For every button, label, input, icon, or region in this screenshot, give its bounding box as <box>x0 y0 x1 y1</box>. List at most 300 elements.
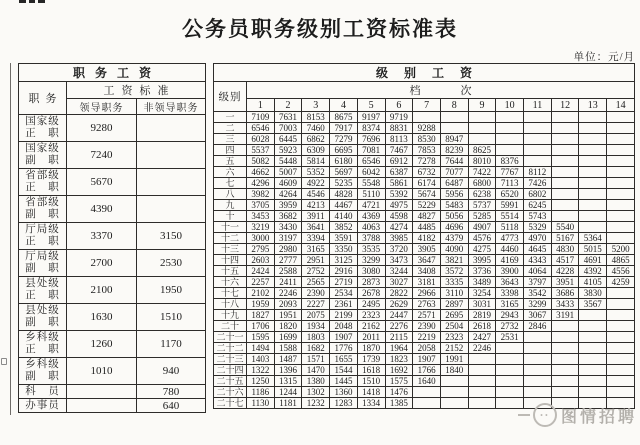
grade-salary: 8530 <box>413 134 441 145</box>
grade-salary <box>551 343 579 354</box>
table-row <box>19 250 206 277</box>
grade-salary: 5285 <box>468 211 496 222</box>
grade-salary <box>607 167 635 178</box>
grade-salary <box>607 299 635 310</box>
grade-salary: 3686 <box>551 288 579 299</box>
grade-salary: 1283 <box>330 398 358 409</box>
position-name: 国家级 副 职 <box>19 142 67 169</box>
grade-salary: 3830 <box>579 288 607 299</box>
grade-salary: 4064 <box>524 266 552 277</box>
grade-salary <box>524 134 552 145</box>
table-row <box>214 178 635 189</box>
grade-salary <box>413 387 441 398</box>
grade-salary: 2199 <box>330 310 358 321</box>
grade-salary: 3125 <box>330 255 358 266</box>
grade-salary: 8947 <box>440 134 468 145</box>
grade-salary: 4090 <box>440 244 468 255</box>
grade-salary: 7644 <box>440 156 468 167</box>
tier-number: 10 <box>496 99 524 112</box>
table-row <box>214 112 635 123</box>
table-row <box>214 255 635 266</box>
grade-salary: 2819 <box>468 310 496 321</box>
grade-salary <box>468 398 496 409</box>
grade-salary: 2897 <box>440 299 468 310</box>
watermark-dash <box>518 414 530 416</box>
leader-salary: 1630 <box>67 304 137 331</box>
table-row <box>214 332 635 343</box>
grade-salary: 4662 <box>247 167 275 178</box>
grade-salary: 3788 <box>357 233 385 244</box>
grade-salary: 8239 <box>440 145 468 156</box>
grade-salary: 1510 <box>357 376 385 387</box>
grade-label: 九 <box>214 200 247 211</box>
grade-salary: 5861 <box>385 178 413 189</box>
grade-salary: 9197 <box>357 112 385 123</box>
table-row <box>19 358 206 385</box>
table-row <box>19 385 206 399</box>
grade-salary <box>607 310 635 321</box>
table-row <box>214 134 635 145</box>
grade-salary: 1334 <box>357 398 385 409</box>
grade-salary: 6800 <box>468 178 496 189</box>
nonleader-salary <box>137 115 206 142</box>
grade-salary <box>524 343 552 354</box>
table-row <box>214 321 635 332</box>
grade-salary: 2966 <box>413 288 441 299</box>
grade-salary <box>440 387 468 398</box>
watermark-text: 图情招聘 <box>560 408 637 426</box>
grade-salary: 2571 <box>413 310 441 321</box>
grade-salary: 4546 <box>302 189 330 200</box>
grade-salary <box>524 387 552 398</box>
grade-salary: 2162 <box>357 321 385 332</box>
grade-salary <box>468 112 496 123</box>
grade-salary: 2219 <box>413 332 441 343</box>
grade-salary: 7767 <box>496 167 524 178</box>
grade-salary: 2257 <box>247 277 275 288</box>
grade-salary: 3720 <box>385 244 413 255</box>
grade-salary: 2732 <box>496 321 524 332</box>
table-row <box>214 266 635 277</box>
grade-salary: 2603 <box>247 255 275 266</box>
grade-salary: 3430 <box>274 222 302 233</box>
grade-salary: 2115 <box>385 332 413 343</box>
grade-salary: 3197 <box>274 233 302 244</box>
nonleader-column-header: 非领导职务 <box>137 99 206 115</box>
position-name: 省部级 副 职 <box>19 196 67 223</box>
grade-salary <box>496 365 524 376</box>
grade-salary: 5200 <box>607 244 635 255</box>
grade-salary: 3643 <box>496 277 524 288</box>
grade-salary: 8112 <box>524 167 552 178</box>
grade-salary: 1186 <box>247 387 275 398</box>
grade-label: 一 <box>214 112 247 123</box>
grade-salary: 1870 <box>357 343 385 354</box>
grade-salary: 1418 <box>357 387 385 398</box>
grade-salary: 2276 <box>385 321 413 332</box>
grade-salary: 5110 <box>357 189 385 200</box>
grade-salary: 3350 <box>330 244 358 255</box>
grade-salary: 3951 <box>551 277 579 288</box>
grade-salary <box>607 200 635 211</box>
grade-salary <box>551 387 579 398</box>
grade-salary: 3911 <box>302 211 330 222</box>
grade-salary: 6520 <box>496 189 524 200</box>
grade-salary <box>496 354 524 365</box>
grade-salary: 6028 <box>247 134 275 145</box>
grade-salary <box>551 145 579 156</box>
grade-salary: 7422 <box>468 167 496 178</box>
grade-salary <box>551 112 579 123</box>
table-row <box>19 142 206 169</box>
nonleader-salary <box>137 142 206 169</box>
grade-salary: 2075 <box>302 310 330 321</box>
nonleader-salary: 3150 <box>137 223 206 250</box>
grade-salary: 2246 <box>468 343 496 354</box>
grade-salary: 3982 <box>247 189 275 200</box>
table-row <box>214 244 635 255</box>
grade-salary: 1934 <box>302 321 330 332</box>
nonleader-salary: 1170 <box>137 331 206 358</box>
grade-salary: 2152 <box>440 343 468 354</box>
grade-salary: 5118 <box>496 222 524 233</box>
grade-salary: 4182 <box>413 233 441 244</box>
grade-salary: 2822 <box>385 288 413 299</box>
grade-salary: 1445 <box>330 376 358 387</box>
grade-salary: 5737 <box>468 200 496 211</box>
grade-salary: 3165 <box>302 244 330 255</box>
grade-salary: 2390 <box>302 288 330 299</box>
grade-salary: 6042 <box>357 167 385 178</box>
position-name: 厅局级 副 职 <box>19 250 67 277</box>
grade-salary <box>579 167 607 178</box>
grade-salary <box>551 189 579 200</box>
nonleader-salary: 2530 <box>137 250 206 277</box>
grade-salary <box>607 156 635 167</box>
grade-salary: 4460 <box>496 244 524 255</box>
grade-salary <box>496 123 524 134</box>
grade-salary <box>579 200 607 211</box>
grade-salary: 5448 <box>274 156 302 167</box>
grade-salary <box>579 112 607 123</box>
grade-salary: 2678 <box>357 288 385 299</box>
grade-salary: 2846 <box>524 321 552 332</box>
grade-salary: 5364 <box>579 233 607 244</box>
grade-salary: 5514 <box>496 211 524 222</box>
tier-number: 6 <box>385 99 413 112</box>
grade-salary: 1302 <box>302 387 330 398</box>
leader-salary: 5670 <box>67 169 137 196</box>
grade-salary: 3959 <box>274 200 302 211</box>
grade-salary: 1991 <box>440 354 468 365</box>
grade-salary: 2102 <box>247 288 275 299</box>
grade-salary <box>579 178 607 189</box>
leader-salary: 9280 <box>67 115 137 142</box>
grade-label: 十九 <box>214 310 247 321</box>
page-title: 公务员职务级别工资标准表 <box>182 17 458 41</box>
grade-salary: 1380 <box>302 376 330 387</box>
grade-salary: 2058 <box>413 343 441 354</box>
grade-salary: 5743 <box>524 211 552 222</box>
grade-salary: 1959 <box>247 299 275 310</box>
grade-salary: 7467 <box>385 145 413 156</box>
grade-label: 十四 <box>214 255 247 266</box>
grade-salary <box>607 123 635 134</box>
grade-salary <box>579 321 607 332</box>
tier-number: 13 <box>579 99 607 112</box>
grade-salary: 5167 <box>551 233 579 244</box>
grade-salary: 2752 <box>302 266 330 277</box>
grade-salary: 7631 <box>274 112 302 123</box>
grade-salary: 3398 <box>496 288 524 299</box>
grade-salary <box>579 189 607 200</box>
grade-salary: 7077 <box>440 167 468 178</box>
grade-salary: 4259 <box>607 277 635 288</box>
grade-salary: 4264 <box>274 189 302 200</box>
grade-salary: 2695 <box>440 310 468 321</box>
grade-salary: 4213 <box>302 200 330 211</box>
table-row <box>19 331 206 358</box>
grade-salary <box>413 398 441 409</box>
grade-label: 二十一 <box>214 332 247 343</box>
grade-salary: 3797 <box>524 277 552 288</box>
grade-salary: 5007 <box>274 167 302 178</box>
grade-label: 十五 <box>214 266 247 277</box>
grade-salary: 2246 <box>274 288 302 299</box>
grade-salary: 1315 <box>274 376 302 387</box>
leader-salary: 2700 <box>67 250 137 277</box>
tier-header: 档次 <box>247 82 635 99</box>
watermark <box>518 403 637 427</box>
grade-salary: 3080 <box>357 266 385 277</box>
grade-salary: 5329 <box>524 222 552 233</box>
grade-salary: 8113 <box>385 134 413 145</box>
grade-salary: 3647 <box>413 255 441 266</box>
table-row <box>214 211 635 222</box>
grade-salary: 3821 <box>440 255 468 266</box>
grade-label: 十七 <box>214 288 247 299</box>
table-row <box>19 196 206 223</box>
grade-salary: 3335 <box>440 277 468 288</box>
grade-salary: 2427 <box>468 332 496 343</box>
nonleader-salary: 940 <box>137 358 206 385</box>
grade-salary: 1544 <box>330 365 358 376</box>
grade-salary: 3165 <box>496 299 524 310</box>
grade-salary: 2531 <box>496 332 524 343</box>
grade-salary: 3900 <box>496 266 524 277</box>
grade-salary: 4907 <box>468 222 496 233</box>
grade-salary <box>607 112 635 123</box>
grade-label: 七 <box>214 178 247 189</box>
position-table-header: 职务工资 <box>19 64 206 82</box>
nonleader-salary: 1510 <box>137 304 206 331</box>
table-row <box>214 288 635 299</box>
grade-salary: 1840 <box>440 365 468 376</box>
position-name: 省部级 正 职 <box>19 169 67 196</box>
grade-salary: 3985 <box>385 233 413 244</box>
grade-salary: 3995 <box>468 255 496 266</box>
grade-salary <box>607 387 635 398</box>
tier-number: 9 <box>468 99 496 112</box>
grade-salary: 6245 <box>524 200 552 211</box>
grade-salary: 4275 <box>468 244 496 255</box>
grade-salary: 1322 <box>247 365 275 376</box>
position-name: 乡科级 副 职 <box>19 358 67 385</box>
grade-salary: 4696 <box>440 222 468 233</box>
grade-salary: 4691 <box>579 255 607 266</box>
grade-salary: 4063 <box>357 222 385 233</box>
grade-salary: 1739 <box>357 354 385 365</box>
grade-salary: 1130 <box>247 398 275 409</box>
grade-salary: 1682 <box>302 343 330 354</box>
table-row <box>214 123 635 134</box>
grade-salary <box>496 376 524 387</box>
grade-salary: 2777 <box>274 255 302 266</box>
table-row <box>19 169 206 196</box>
grade-label: 三 <box>214 134 247 145</box>
grade-salary: 4828 <box>330 189 358 200</box>
grade-salary: 2795 <box>247 244 275 255</box>
grade-salary: 4830 <box>551 244 579 255</box>
grade-salary: 4467 <box>330 200 358 211</box>
nonleader-salary <box>137 169 206 196</box>
grade-salary: 2093 <box>274 299 302 310</box>
table-row <box>19 277 206 304</box>
grade-salary: 1655 <box>330 354 358 365</box>
grade-salary: 5674 <box>413 189 441 200</box>
grade-salary <box>468 123 496 134</box>
grade-salary <box>607 178 635 189</box>
table-row <box>214 343 635 354</box>
grade-salary: 5352 <box>302 167 330 178</box>
grade-salary <box>468 134 496 145</box>
grade-salary: 6912 <box>385 156 413 167</box>
grade-salary <box>579 123 607 134</box>
grade-salary: 4865 <box>607 255 635 266</box>
grade-label: 二十五 <box>214 376 247 387</box>
grade-salary <box>607 288 635 299</box>
grade-salary: 2227 <box>302 299 330 310</box>
grade-salary: 4517 <box>551 255 579 266</box>
grade-salary: 3591 <box>330 233 358 244</box>
grade-salary <box>579 365 607 376</box>
grade-salary <box>524 112 552 123</box>
grade-label: 十六 <box>214 277 247 288</box>
grade-salary: 4343 <box>524 255 552 266</box>
grade-salary <box>551 178 579 189</box>
table-row <box>214 387 635 398</box>
grade-salary: 2424 <box>247 266 275 277</box>
grade-salary <box>551 354 579 365</box>
grade-salary: 3489 <box>468 277 496 288</box>
grade-salary <box>468 376 496 387</box>
table-row <box>214 145 635 156</box>
grade-label: 十三 <box>214 244 247 255</box>
table-row <box>214 365 635 376</box>
grade-salary: 4274 <box>385 222 413 233</box>
grade-salary: 3433 <box>551 299 579 310</box>
grade-salary <box>524 376 552 387</box>
grade-salary: 8675 <box>330 112 358 123</box>
grade-salary: 1470 <box>302 365 330 376</box>
grade-salary <box>551 211 579 222</box>
grade-salary: 5235 <box>330 178 358 189</box>
grade-salary: 7278 <box>413 156 441 167</box>
table-row <box>19 399 206 413</box>
grade-salary: 1244 <box>274 387 302 398</box>
scan-artifact <box>1 358 7 365</box>
grade-salary: 7917 <box>330 123 358 134</box>
grade-salary: 4485 <box>413 222 441 233</box>
grade-salary <box>496 387 524 398</box>
grade-salary <box>551 332 579 343</box>
grade-salary: 3682 <box>274 211 302 222</box>
grade-label: 二十四 <box>214 365 247 376</box>
grade-salary: 1823 <box>385 354 413 365</box>
grade-salary: 3191 <box>551 310 579 321</box>
grade-salary: 4970 <box>524 233 552 244</box>
grade-salary: 8153 <box>302 112 330 123</box>
grade-salary: 5697 <box>330 167 358 178</box>
grade-salary <box>607 365 635 376</box>
table-row <box>19 304 206 331</box>
grade-label: 十二 <box>214 233 247 244</box>
grade-salary: 6309 <box>302 145 330 156</box>
grade-salary: 2763 <box>413 299 441 310</box>
grade-salary: 1487 <box>274 354 302 365</box>
grade-salary: 2719 <box>330 277 358 288</box>
leader-salary: 1010 <box>67 358 137 385</box>
grade-salary <box>579 222 607 233</box>
grade-salary: 1588 <box>274 343 302 354</box>
grade-salary: 5392 <box>385 189 413 200</box>
position-name: 厅局级 正 职 <box>19 223 67 250</box>
grade-salary <box>468 387 496 398</box>
grade-salary <box>440 123 468 134</box>
grade-salary: 4576 <box>468 233 496 244</box>
grade-salary <box>607 222 635 233</box>
grade-salary: 1618 <box>357 365 385 376</box>
grade-label: 六 <box>214 167 247 178</box>
grade-salary: 4922 <box>302 178 330 189</box>
grade-salary: 6546 <box>247 123 275 134</box>
grade-salary: 5548 <box>357 178 385 189</box>
grade-salary: 3299 <box>524 299 552 310</box>
tier-number: 11 <box>524 99 552 112</box>
grade-salary: 7081 <box>357 145 385 156</box>
tier-number: 8 <box>440 99 468 112</box>
tier-number: 1 <box>247 99 275 112</box>
grade-salary: 3542 <box>524 288 552 299</box>
grade-salary <box>607 145 635 156</box>
grade-salary: 1494 <box>247 343 275 354</box>
grade-salary <box>524 354 552 365</box>
grade-label: 二十三 <box>214 354 247 365</box>
grade-salary: 2411 <box>274 277 302 288</box>
grade-salary <box>551 376 579 387</box>
grade-salary: 3299 <box>357 255 385 266</box>
grade-salary: 4228 <box>551 266 579 277</box>
grade-salary: 2447 <box>385 310 413 321</box>
grade-salary: 1907 <box>413 354 441 365</box>
grade-label: 二十六 <box>214 387 247 398</box>
grade-salary: 2323 <box>440 332 468 343</box>
grade-salary <box>524 145 552 156</box>
grade-salary <box>496 145 524 156</box>
scan-artifact <box>38 0 45 3</box>
grade-salary: 3408 <box>413 266 441 277</box>
grade-salary: 1692 <box>385 365 413 376</box>
